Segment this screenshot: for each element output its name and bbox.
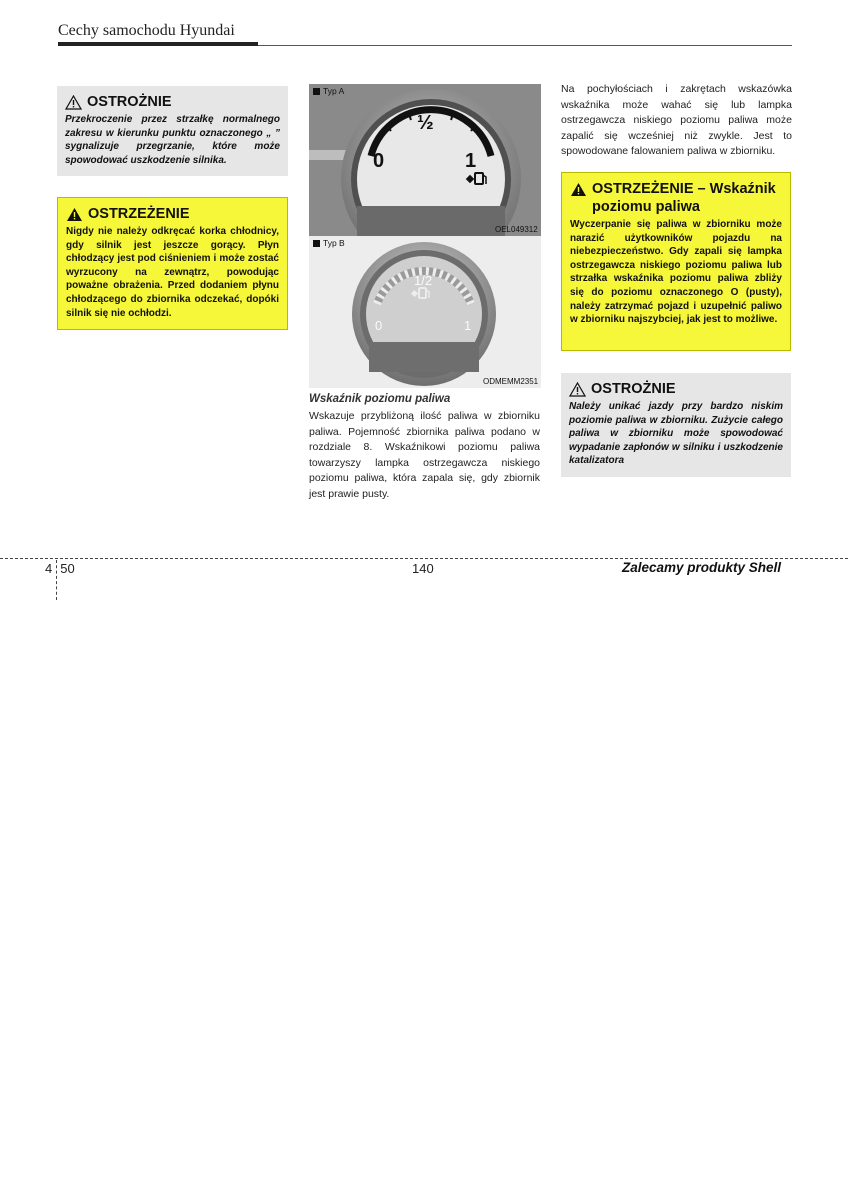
caution-title: OSTROŻNIE	[87, 94, 172, 110]
gauge-a-full-mark: 1	[465, 150, 477, 172]
gauge-b-full-mark: 1	[464, 318, 472, 333]
warning-heading	[66, 205, 279, 223]
warning-box-fuel-level	[561, 172, 791, 351]
caution-heading-low-fuel	[569, 380, 783, 398]
fuel-gauge-type-a-image	[309, 84, 541, 237]
gauge-a-empty-mark: 0	[373, 150, 385, 172]
fuel-slosh-note: Na pochyłościach i zakrętach wskazówka wskaźnika może wahać się lub lampka ostrzegawcza niskiego poziomu paliwa może zapalić się wcześniej niż zwykle. Jest to spowodowane falowaniem paliwa w zbiorniku.	[561, 83, 792, 157]
fuel-gauge-type-a	[309, 84, 541, 237]
footer-sponsor: Zalecamy produkty Shell	[622, 560, 782, 575]
gauge-b-half-mark: 1/2	[414, 273, 433, 288]
warning-triangle-icon	[570, 182, 587, 197]
header-rule-accent	[58, 42, 258, 46]
fuel-gauge-type-b-image	[309, 236, 541, 388]
section-number: 4	[45, 561, 53, 576]
sheet-number: 140	[412, 561, 434, 576]
gauge-b-empty-mark: 0	[375, 318, 383, 333]
warning-title: OSTRZEŻENIE	[88, 206, 190, 222]
page-in-section: 50	[60, 561, 75, 576]
page-number	[45, 561, 75, 576]
warning-text: Nigdy nie należy odkręcać korka chłodnicy, gdy silnik jest jeszcze gorący. Płyn chłodzący jest pod ciśnieniem i może zostać wyrzucony na zewnątrz, powodując poważne obrażenia. Przed dodaniem płynu chłodzącego do zbiornika odczekać, dopóki silnik się nie ochłodzi.	[66, 226, 279, 319]
warning-heading-fuel	[570, 180, 782, 216]
caution-title-low-fuel: OSTROŻNIE	[591, 381, 676, 397]
bullet-square-icon	[313, 240, 320, 247]
gauge-b-label: Typ B	[313, 238, 345, 248]
fuel-gauge-description: Wskazuje przybliżoną ilość paliwa w zbiorniku paliwa. Pojemność zbiornika paliwa podano w rozdziale 8. Wskaźnikowi poziomu paliwa towarzyszy lampka ostrzegawcza niskiego poziomu paliwa, która zapala się, gdy zbiornik jest prawie pusty.	[309, 410, 540, 500]
warning-text-fuel: Wyczerpanie się paliwa w zbiorniku może narazić użytkowników pojazdu na niebezpieczeństwo. Gdy zapali się lampka ostrzegawcza niskiego poziomu paliwa lub strzałka wskaźnika poziomu paliwa zbliży się do poziomu oznaczonego O (pusty), należy zatrzymać pojazd i uzupełnić paliwo w zbiorniku najszybciej, jak jest to możliwe.	[570, 219, 782, 326]
footer-divider	[0, 558, 848, 559]
caution-triangle-icon	[65, 95, 82, 110]
warning-box-radiator	[57, 197, 288, 330]
fuel-gauge-type-b	[309, 236, 541, 388]
caution-text: Przekroczenie przez strzałkę normalnego zakresu w kierunku punktu oznaczonego „ ” sygnalizuje przegrzanie, które może spowodować uszkodzenie silnika.	[65, 114, 280, 166]
gauge-b-figure-code: ODMEMM2351	[483, 377, 539, 386]
gauge-a-label: Typ A	[313, 86, 344, 96]
caution-text-low-fuel: Należy unikać jazdy przy bardzo niskim poziomie paliwa w zbiorniku. Zużycie całego paliwa w zbiorniku może spowodować wypadanie zapłonów w silniku i uszkodzenie katalizatora	[569, 401, 783, 467]
caution-triangle-icon	[569, 382, 586, 397]
warning-triangle-icon	[66, 207, 83, 222]
page-header-title: Cechy samochodu Hyundai	[58, 22, 235, 39]
fuel-gauge-heading: Wskaźnik poziomu paliwa	[309, 393, 451, 405]
bullet-square-icon	[313, 88, 320, 95]
warning-title-fuel: OSTRZEŻENIE – Wskaźnik poziomu paliwa	[592, 181, 776, 215]
caution-box-overheat	[57, 86, 288, 176]
caution-heading	[65, 93, 280, 111]
gauge-a-figure-code: OEL049312	[495, 225, 538, 234]
gauge-a-half-mark: ½	[417, 112, 434, 134]
caution-box-low-fuel	[561, 373, 791, 477]
